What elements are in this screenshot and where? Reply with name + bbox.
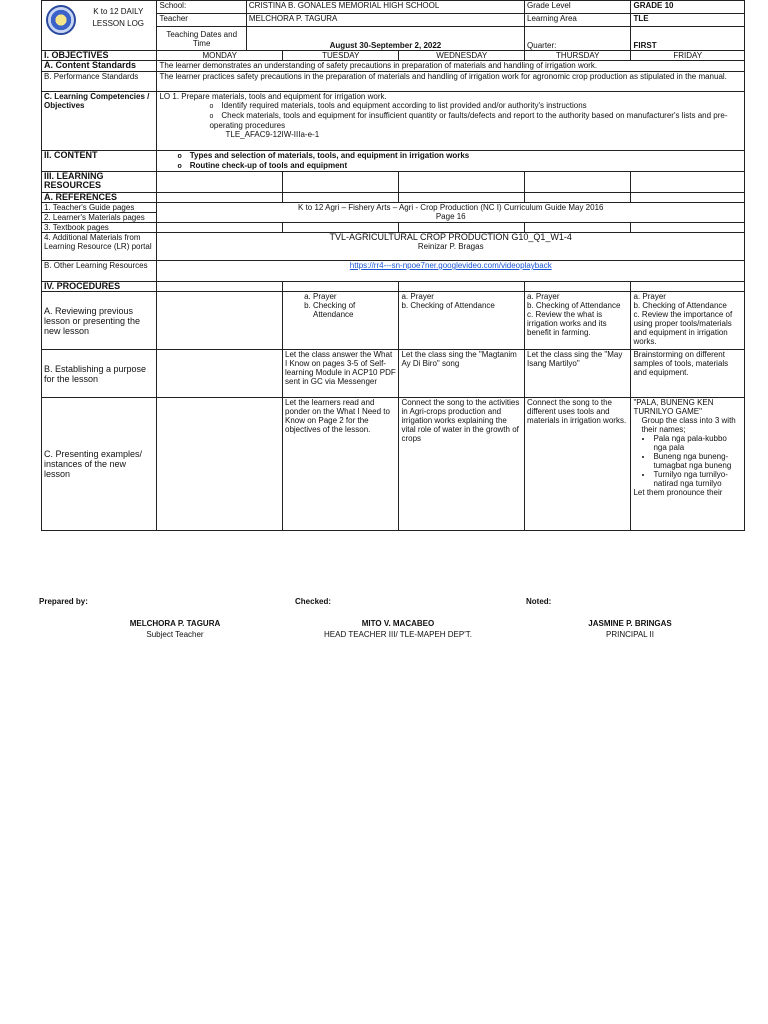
proc-c-friday (631, 398, 745, 531)
competencies-label: C. Learning Competencies / Objectives (42, 92, 157, 151)
teachers-guide-label: 1. Teacher's Guide pages (42, 203, 157, 213)
guide-text: K to 12 Agri – Fishery Arts – Agri - Crop Production (NC I) Curriculum Guide May 2016 (298, 203, 604, 212)
additional-materials-cell (157, 233, 745, 261)
teacher-label: Teacher (157, 14, 246, 27)
performance-standards-text: The learner practices safety precautions in the preparation of materials and handling of irrigation work for agronomic crop production as stipulated in the manual. (157, 72, 745, 92)
content-standards-text: The learner demonstrates an understanding of safety precautions in preparation of materials and handling of irrigation work. (157, 61, 745, 72)
list-item: • Turnilyo nga turnilyo-natirad nga turnilyo (653, 470, 742, 488)
textbook-label: 3. Textbook pages (42, 223, 157, 233)
area-value: TLE (631, 14, 745, 27)
proc-a-friday: a. Prayer b. Checking of Attendance c. Review the importance of using proper tools/materials and equipment in irrigation works. (631, 292, 745, 350)
lo-item: o Check materials, tools and equipment for insufficient quantity or faults/defects and report to the authority based on manufacturer's lists and pre-operating procedures (209, 111, 742, 130)
additional-materials-label: 4. Additional Materials from Learning Resource (LR) portal (42, 233, 157, 261)
day-tuesday: TUESDAY (283, 51, 399, 61)
lo-code: TLE_AFAC9-12IW-IIIa-e-1 (225, 130, 320, 139)
proc-c-monday (157, 398, 283, 531)
content-item: o Types and selection of materials, tools, and equipment in irrigation works (177, 151, 742, 161)
noted-name: JASMINE P. BRINGAS (588, 619, 672, 628)
proc-a-label: A. Reviewing previous lesson or presenting the new lesson (42, 292, 157, 350)
performance-standards-label: B. Performance Standards (42, 72, 157, 92)
objectives-heading: I. OBJECTIVES (42, 51, 157, 61)
lo-text: LO 1. Prepare materials, tools and equipment for irrigation work. (159, 92, 387, 101)
guide-cell (157, 203, 745, 223)
proc-c-label: C. Presenting examples/ instances of the new lesson (42, 398, 157, 531)
content-heading: II. CONTENT (42, 151, 157, 172)
noted-label: Noted: (526, 597, 552, 606)
prepared-label: Prepared by: (39, 597, 88, 606)
proc-b-label: B. Establishing a purpose for the lesson (42, 350, 157, 398)
proc-b-wednesday: Let the class sing the "Magtanim Ay Di Biro" song (399, 350, 525, 398)
day-monday: MONDAY (157, 51, 283, 61)
list-item: b. Checking of Attendance (313, 301, 396, 319)
grade-value: GRADE 10 (631, 1, 745, 14)
prepared-title: Subject Teacher (146, 630, 204, 639)
noted-title: PRINCIPAL II (605, 630, 654, 639)
content-item: o Routine check-up of tools and equipment (177, 161, 742, 171)
additional-author: Reinizar P. Bragas (417, 242, 484, 251)
proc-b-tuesday: Let the class answer the What I Know on pages 3-5 of Self-learning Module in ACP10 PDF sent in GC via Messenger (283, 350, 399, 398)
other-resources-cell (157, 261, 745, 282)
teacher-value: MELCHORA P. TAGURA (246, 14, 524, 27)
resources-heading: III. LEARNING RESOURCES (42, 172, 157, 193)
proc-b-friday: Brainstorming on different samples of tools, materials and equipment. (631, 350, 745, 398)
game-tail: Let them pronounce their (633, 488, 723, 497)
day-wednesday: WEDNESDAY (399, 51, 525, 61)
school-value: CRISTINA B. GONALES MEMORIAL HIGH SCHOOL (246, 1, 524, 14)
references-heading: A. REFERENCES (42, 193, 157, 203)
prepared-name: MELCHORA P. TAGURA (129, 619, 221, 628)
proc-c-wednesday: Connect the song to the activities in Agri-crops production and irrigation works explaining the vital role of water in the growth of crops (399, 398, 525, 531)
grade-label: Grade Level (525, 1, 631, 14)
additional-text: TVL-AGRICULTURAL CROP PRODUCTION G10_Q1_W1-4 (329, 232, 572, 242)
proc-b-thursday: Let the class sing the "May Isang Martilyo" (525, 350, 631, 398)
area-label: Learning Area (525, 14, 631, 27)
proc-c-thursday: Connect the song to the different uses tools and materials in irrigation works. (525, 398, 631, 531)
lo-item: o Identify required materials, tools and equipment according to list provided and/or authority's instructions (209, 101, 742, 111)
day-thursday: THURSDAY (525, 51, 631, 61)
quarter-label: Quarter: (525, 27, 631, 51)
procedures-heading: IV. PROCEDURES (42, 282, 157, 292)
daily-lesson-log-table (41, 0, 745, 531)
dates-value: August 30-September 2, 2022 (246, 27, 524, 51)
school-label: School: (157, 1, 246, 14)
list-item: • Pala nga pala-kubbo nga pala (653, 434, 742, 452)
list-item: a. Prayer (313, 292, 396, 301)
logo-cell (42, 1, 157, 51)
day-friday: FRIDAY (631, 51, 745, 61)
guide-page: Page 16 (435, 212, 466, 221)
game-title: "PALA, BUNENG KEN TURNILYO GAME" (633, 398, 714, 416)
checked-label: Checked: (295, 597, 332, 606)
quarter-value: FIRST (631, 27, 745, 51)
proc-c-tuesday: Let the learners read and ponder on the What I Need to Know on Page 2 for the objectives of the lesson. (283, 398, 399, 531)
learners-guide-label: 2. Learner's Materials pages (42, 213, 157, 223)
content-cell (157, 151, 745, 172)
dll-title: K to 12 DAILY LESSON LOG (92, 7, 145, 28)
proc-b-monday (157, 350, 283, 398)
dates-label: Teaching Dates and Time (157, 27, 246, 51)
deped-seal-icon (46, 5, 76, 35)
game-intro: Group the class into 3 with their names; (641, 416, 736, 434)
checked-title: HEAD TEACHER III/ TLE-MAPEH DEP'T. (324, 630, 472, 639)
checked-name: MITO V. MACABEO (361, 619, 435, 628)
video-link[interactable]: https://rr4---sn-npoe7ner.googlevideo.com/videoplayback (349, 261, 552, 270)
competencies-cell (157, 92, 745, 151)
proc-a-tuesday (283, 292, 399, 350)
proc-a-thursday: a. Prayer b. Checking of Attendance c. Review the what is irrigation works and its benefit in farming. (525, 292, 631, 350)
content-standards-label: A. Content Standards (42, 61, 157, 72)
other-resources-label: B. Other Learning Resources (42, 261, 157, 282)
proc-a-wednesday: a. Prayer b. Checking of Attendance (399, 292, 525, 350)
proc-a-monday (157, 292, 283, 350)
list-item: • Buneng nga buneng-tumagbat nga buneng (653, 452, 742, 470)
